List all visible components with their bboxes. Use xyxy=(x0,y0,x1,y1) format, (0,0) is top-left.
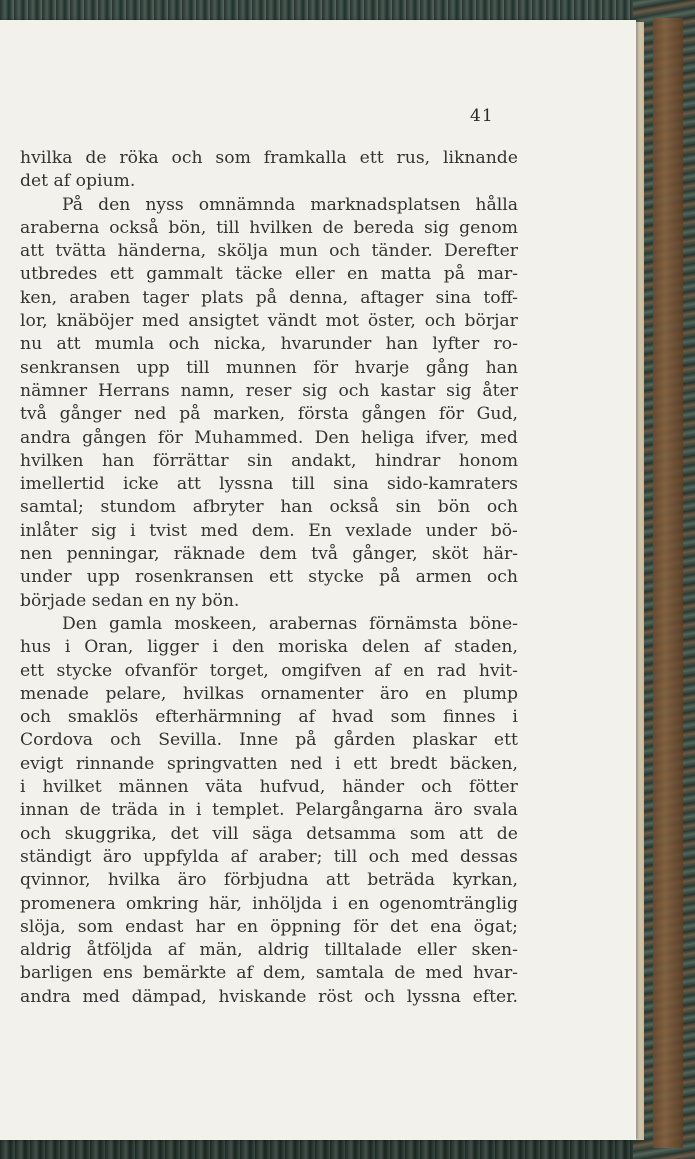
page-number: 41 xyxy=(470,106,494,126)
text-line: andra med dämpad, hviskande röst och lyssna efter. xyxy=(20,986,518,1007)
text-line: slöja, som endast har en öppning för det ena ögat; xyxy=(20,916,518,937)
text-line: Cordova och Sevilla. Inne på gården plaskar ett xyxy=(20,730,518,751)
text-line: barligen ens bemärkte af dem, samtala de med hvar- xyxy=(20,963,518,984)
text-line: och skuggrika, det vill säga detsamma som att de xyxy=(20,823,518,844)
text-line: araberna också bön, till hvilken de bereda sig genom xyxy=(20,217,518,238)
page-text-block xyxy=(20,147,518,1009)
text-line: ett stycke ofvanför torget, omgifven af en rad hvit- xyxy=(20,660,518,681)
text-line: evigt rinnande springvatten ned i ett bredt bäcken, xyxy=(20,753,518,774)
text-line: började sedan en ny bön. xyxy=(20,590,240,611)
text-line: ken, araben tager plats på denna, aftager sina toff- xyxy=(20,287,518,308)
text-line: nu att mumla och nicka, hvarunder han lyfter ro- xyxy=(20,334,518,355)
text-line: menade pelare, hvilkas ornamenter äro en plump xyxy=(20,683,518,704)
book-spine-edge xyxy=(653,18,683,1148)
text-line: lor, knäböjer med ansigtet vändt mot öster, och börjar xyxy=(20,311,518,332)
text-line: det af opium. xyxy=(20,171,136,192)
text-line: två gånger ned på marken, första gången för Gud, xyxy=(20,404,518,425)
text-line: ständigt äro uppfylda af araber; till och med dessas xyxy=(20,846,518,867)
text-line: inlåter sig i tvist med dem. En vexlade under bö- xyxy=(20,520,518,541)
text-line: senkransen upp till munnen för hvarje gång han xyxy=(20,357,518,378)
text-line: andra gången för Muhammed. Den heliga ifver, med xyxy=(20,427,518,448)
text-line: under upp rosenkransen ett stycke på armen och xyxy=(20,567,518,588)
text-line: hus i Oran, ligger i den moriska delen af staden, xyxy=(20,637,518,658)
text-line: att tvätta händerna, skölja mun och tänder. Derefter xyxy=(20,241,518,262)
text-line: qvinnor, hvilka äro förbjudna att beträda kyrkan, xyxy=(20,870,518,891)
text-line: imellertid icke att lyssna till sina sido-kamraters xyxy=(20,474,518,495)
text-line: aldrig åtföljda af män, aldrig tilltalade eller sken- xyxy=(20,940,518,961)
cover-bottom-edge xyxy=(0,1137,695,1159)
cover-top-edge xyxy=(0,0,695,22)
text-line: nämner Herrans namn, reser sig och kastar sig åter xyxy=(20,380,518,401)
text-line: samtal; stundom afbryter han också sin bön och xyxy=(20,497,518,518)
text-line: innan de träda in i templet. Pelargångarna äro svala xyxy=(20,800,518,821)
text-line: utbredes ett gammalt täcke eller en matta på mar- xyxy=(20,264,518,285)
text-line: Den gamla moskeen, arabernas förnämsta böne- xyxy=(62,613,518,634)
text-line: På den nyss omnämnda marknadsplatsen hålla xyxy=(62,194,518,215)
text-line: hvilken han förrättar sin andakt, hindrar honom xyxy=(20,450,518,471)
text-line: och smaklös efterhärmning af hvad som finnes i xyxy=(20,707,518,728)
text-line: nen penningar, räknade dem två gånger, sköt här- xyxy=(20,544,518,565)
text-line: i hvilket männen väta hufvud, händer och fötter xyxy=(20,777,518,798)
text-line: hvilka de röka och som framkalla ett rus, liknande xyxy=(20,148,518,168)
text-line: promenera omkring här, inhöljda i en ogenomtränglig xyxy=(20,893,518,914)
